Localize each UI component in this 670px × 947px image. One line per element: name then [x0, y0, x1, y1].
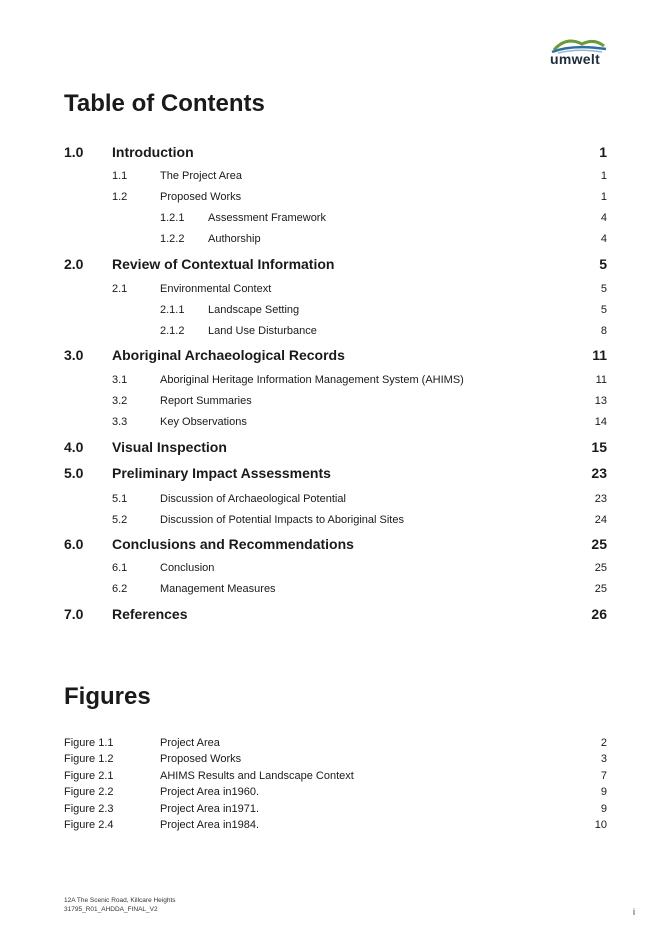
figure-title: Proposed Works — [160, 753, 242, 765]
toc-entry[interactable] — [0, 301, 607, 319]
toc-entry-page: 15 — [591, 439, 607, 455]
figure-label: Figure 1.1 — [64, 737, 114, 749]
figure-page: 2 — [600, 737, 607, 749]
toc-entry[interactable] — [0, 438, 607, 456]
toc-entry[interactable] — [0, 605, 607, 623]
figure-page: 9 — [600, 803, 607, 815]
toc-entry-title: The Project Area — [160, 170, 242, 182]
toc-entry[interactable] — [0, 167, 607, 185]
toc-entry-number: 1.0 — [64, 144, 84, 160]
figure-label: Figure 2.3 — [64, 803, 114, 815]
toc-entry-number: 1.1 — [112, 170, 128, 182]
toc-entry-title: Report Summaries — [160, 395, 252, 407]
toc-entry-title: Key Observations — [160, 416, 247, 428]
toc-entry-number: 3.0 — [64, 347, 84, 363]
toc-entry-page: 23 — [594, 493, 607, 505]
footer-address: 12A The Scenic Road, Killcare Heights — [64, 897, 176, 904]
toc-entry-number: 2.0 — [64, 256, 84, 272]
toc-entry-title: Environmental Context — [160, 283, 272, 295]
toc-title: Table of Contents — [64, 90, 265, 117]
toc-entry[interactable] — [0, 511, 607, 529]
toc-entry-number: 4.0 — [64, 439, 84, 455]
figure-label: Figure 2.2 — [64, 786, 114, 798]
toc-entry[interactable] — [0, 413, 607, 431]
figure-title: Project Area in1984. — [160, 819, 260, 831]
toc-entry-page: 13 — [594, 395, 607, 407]
figure-page: 9 — [600, 786, 607, 798]
toc-entry-page: 1 — [599, 144, 607, 160]
toc-entry[interactable] — [0, 280, 607, 298]
figure-entry[interactable] — [0, 750, 607, 768]
toc-entry-number: 5.0 — [64, 465, 84, 481]
toc-entry-number: 1.2 — [112, 191, 128, 203]
footer — [64, 896, 176, 914]
toc-entry[interactable] — [0, 580, 607, 598]
toc-entry-number: 2.1 — [112, 283, 128, 295]
toc-entry-title: Authorship — [208, 233, 261, 245]
toc-entry[interactable] — [0, 371, 607, 389]
toc-entry-page: 25 — [594, 583, 607, 595]
toc-entry-number: 3.2 — [112, 395, 128, 407]
toc-entry-number: 5.2 — [112, 514, 128, 526]
page-number: i — [633, 907, 635, 917]
toc-entry-title: Proposed Works — [160, 191, 242, 203]
toc-entry[interactable] — [0, 209, 607, 227]
footer-doc-id: 31795_R01_AHDDA_FINAL_V2 — [64, 906, 158, 913]
toc-entry-number: 2.1.2 — [160, 325, 185, 337]
figure-title: AHIMS Results and Landscape Context — [160, 770, 354, 782]
toc-entry-page: 25 — [594, 562, 607, 574]
toc-entry-page: 5 — [600, 304, 607, 316]
toc-entry[interactable] — [0, 559, 607, 577]
toc-entry-title: Conclusions and Recommendations — [112, 536, 354, 552]
toc-entry-page: 1 — [600, 170, 607, 182]
toc-entry-page: 14 — [594, 416, 607, 428]
toc-entry[interactable] — [0, 464, 607, 482]
toc-entry-title: Review of Contextual Information — [112, 256, 335, 272]
toc-entry-title: Management Measures — [160, 583, 276, 595]
toc-entry-title: Aboriginal Archaeological Records — [112, 347, 345, 363]
toc-entry-number: 6.0 — [64, 536, 84, 552]
toc-entry[interactable] — [0, 535, 607, 553]
toc-entry[interactable] — [0, 346, 607, 364]
toc-entry-number: 3.3 — [112, 416, 128, 428]
toc-entry-page: 5 — [600, 283, 607, 295]
toc-entry-page: 24 — [594, 514, 607, 526]
figure-page: 7 — [600, 770, 607, 782]
toc-entry-number: 1.2.1 — [160, 212, 185, 224]
figure-label: Figure 1.2 — [64, 753, 114, 765]
toc-entry-number: 5.1 — [112, 493, 128, 505]
toc-entry-page: 11 — [592, 347, 607, 363]
toc-entry[interactable] — [0, 490, 607, 508]
figure-label: Figure 2.4 — [64, 819, 114, 831]
umwelt-logo — [548, 36, 608, 68]
toc-entry-number: 7.0 — [64, 606, 84, 622]
toc-entry-page: 1 — [600, 191, 607, 203]
toc-entry-number: 1.2.2 — [160, 233, 185, 245]
toc-entry[interactable] — [0, 230, 607, 248]
toc-entry[interactable] — [0, 255, 607, 273]
figure-entry[interactable] — [0, 816, 607, 834]
figure-page: 10 — [594, 819, 607, 831]
toc-entry-title: Visual Inspection — [112, 439, 227, 455]
toc-entry-number: 6.2 — [112, 583, 128, 595]
figure-page: 3 — [600, 753, 607, 765]
figure-title: Project Area in1960. — [160, 786, 260, 798]
toc-entry-title: References — [112, 606, 188, 622]
toc-entry[interactable] — [0, 143, 607, 161]
toc-entry-page: 4 — [600, 212, 607, 224]
toc-entry-title: Preliminary Impact Assessments — [112, 465, 331, 481]
figure-title: Project Area — [160, 737, 220, 749]
toc-entry-page: 23 — [591, 465, 607, 481]
toc-entry[interactable] — [0, 392, 607, 410]
toc-entry-page: 5 — [599, 256, 607, 272]
toc-entry-title: Discussion of Archaeological Potential — [160, 493, 346, 505]
figure-title: Project Area in1971. — [160, 803, 260, 815]
toc-entry-page: 25 — [591, 536, 607, 552]
toc-entry-number: 3.1 — [112, 374, 128, 386]
toc-entry-title: Landscape Setting — [208, 304, 300, 316]
toc-entry-title: Introduction — [112, 144, 194, 160]
toc-entry[interactable] — [0, 322, 607, 340]
toc-entry[interactable] — [0, 188, 607, 206]
toc-entry-title: Aboriginal Heritage Information Management System (AHIMS) — [160, 374, 464, 386]
figure-entry[interactable] — [0, 783, 607, 801]
toc-entry-title: Discussion of Potential Impacts to Aboriginal Sites — [160, 514, 404, 526]
toc-entry-title: Conclusion — [160, 562, 215, 574]
figure-label: Figure 2.1 — [64, 770, 114, 782]
toc-entry-page: 11 — [595, 374, 607, 386]
toc-entry-page: 8 — [600, 325, 607, 337]
toc-entry-page: 4 — [600, 233, 607, 245]
logo-text: umwelt — [550, 51, 601, 67]
toc-entry-number: 2.1.1 — [160, 304, 185, 316]
toc-entry-title: Land Use Disturbance — [208, 325, 317, 337]
toc-entry-page: 26 — [591, 606, 607, 622]
toc-entry-number: 6.1 — [112, 562, 128, 574]
figures-title: Figures — [64, 683, 151, 710]
toc-entry-title: Assessment Framework — [208, 212, 326, 224]
